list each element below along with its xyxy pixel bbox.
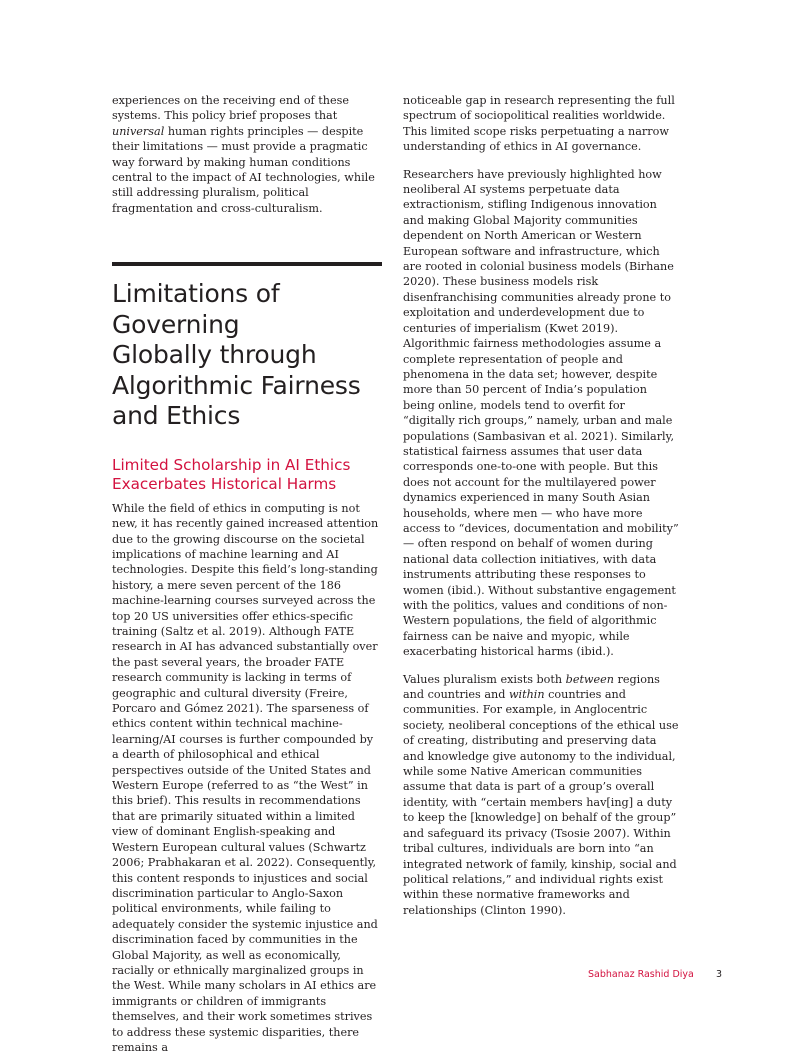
section-title-line: Limitations of Governing bbox=[112, 279, 280, 339]
paragraph-text: countries and communities. For example, in Anglocentric society, neoliberal conceptions of the ethical use of creating, distributing and preserving data and knowledge give autonomy to the individual, while some Native American communities assume that data is part of a group’s overall identity, with “certain members hav[ing] a duty to keep the [knowledge] on behalf of the group” and safeguard its privacy (Tsosie 2007). Within tribal cultures, individuals are born into “an integrated network of family, kinship, social and political relations,” and individual rights exist within these normative frameworks and relationships (Clinton 1990). bbox=[403, 688, 679, 917]
body-paragraph: While the field of ethics in computing is not new, it has recently gained increased attention due to the growing discourse on the societal implications of machine learning and AI technologies. Despite this field’s long-standing history, a mere seven percent of the 186 machine-learning courses surveyed across the top 20 US universities offer ethics-specific training (Saltz et al. 2019). Although FATE research in AI has advanced substantially over the past several years, the broader FATE research community is lacking in terms of geographic and cultural diversity (Freire, Porcaro and Gómez 2021). The sparseness of ethics content within technical machine-learning/AI courses is further compounded by a dearth of philosophical and ethical perspectives outside of the United States and Western Europe (referred to as “the West” in this brief). This results in recommendations that are primarily situated within a limited view of dominant English-speaking and Western European cultural values (Schwartz 2006; Prabhakaran et al. 2022). Consequently, this content responds to injustices and social discrimination particular to Anglo-Saxon political environments, while failing to adequately consider the systemic injustice and discrimination faced by communities in the Global Majority, as well as economically, racially or ethnically marginalized groups in the West. While many scholars in AI ethics are immigrants or children of immigrants themselves, and their work sometimes strives to address these systemic disparities, there remains a bbox=[112, 501, 379, 1054]
section-title-line: Algorithmic Fairness bbox=[112, 370, 361, 400]
subsection-title-line: Limited Scholarship in AI Ethics bbox=[112, 455, 351, 474]
intro-text-end: human rights principles — despite their limitations — must provide a pragmatic way forward by making human conditions central to the impact of AI technologies, while still addressing pluralism, political fragmentation and cross-culturalism. bbox=[112, 124, 375, 215]
emphasis-between: between bbox=[565, 672, 614, 686]
intro-emphasis: universal bbox=[112, 124, 165, 138]
intro-paragraph bbox=[112, 93, 382, 216]
body-paragraph: Researchers have previously highlighted how neoliberal AI systems perpetuate data extractionism, stifling Indigenous innovation and making Global Majority communities dependent on North American or Western European software and infrastructure, which are rooted in colonial business models (Birhane 2020). These business models risk disenfranchising communities already prone to exploitation and underdevelopment due to centuries of imperialism (Kwet 2019). Algorithmic fairness methodologies assume a complete representation of people and phenomena in the data set; however, despite more than 50 percent of India’s population being online, models tend to overfit for “digitally rich groups,” namely, urban and male populations (Sambasivan et al. 2021). Similarly, statistical fairness assumes that user data corresponds one-to-one with people. But this does not account for the multilayered power dynamics experienced in many South Asian households, where men — who have more access to “devices, documentation and mobility” — often respond on behalf of women during national data collection initiatives, with data instruments attributing these responses to women (ibid.). Without substantive engagement with the politics, values and conditions of non-Western populations, the field of algorithmic fairness can be naive and myopic, while exacerbating historical harms (ibid.). bbox=[403, 167, 679, 659]
section-divider bbox=[112, 262, 382, 266]
emphasis-within: within bbox=[508, 688, 545, 702]
right-column bbox=[403, 93, 679, 918]
paragraph-text: regions and countries and bbox=[403, 672, 660, 702]
left-column bbox=[112, 93, 382, 1055]
section-title-line: Globally through bbox=[112, 340, 317, 370]
footer-author: Sabhanaz Rashid Diya bbox=[588, 969, 694, 980]
page-number: 3 bbox=[716, 969, 723, 980]
paragraph-text: Values pluralism exists both bbox=[403, 672, 566, 686]
subsection-title bbox=[112, 456, 382, 495]
intro-text-start: experiences on the receiving end of these systems. This policy brief proposes that bbox=[112, 94, 349, 123]
section-title bbox=[112, 279, 382, 432]
subsection-title-line: Exacerbates Historical Harms bbox=[112, 475, 337, 494]
section-title-line: and Ethics bbox=[112, 401, 241, 431]
body-paragraph: noticeable gap in research representing the full spectrum of sociopolitical realities worldwide. This limited scope risks perpetuating a narrow understanding of ethics in AI governance. bbox=[403, 94, 675, 154]
values-pluralism-paragraph bbox=[403, 672, 679, 919]
